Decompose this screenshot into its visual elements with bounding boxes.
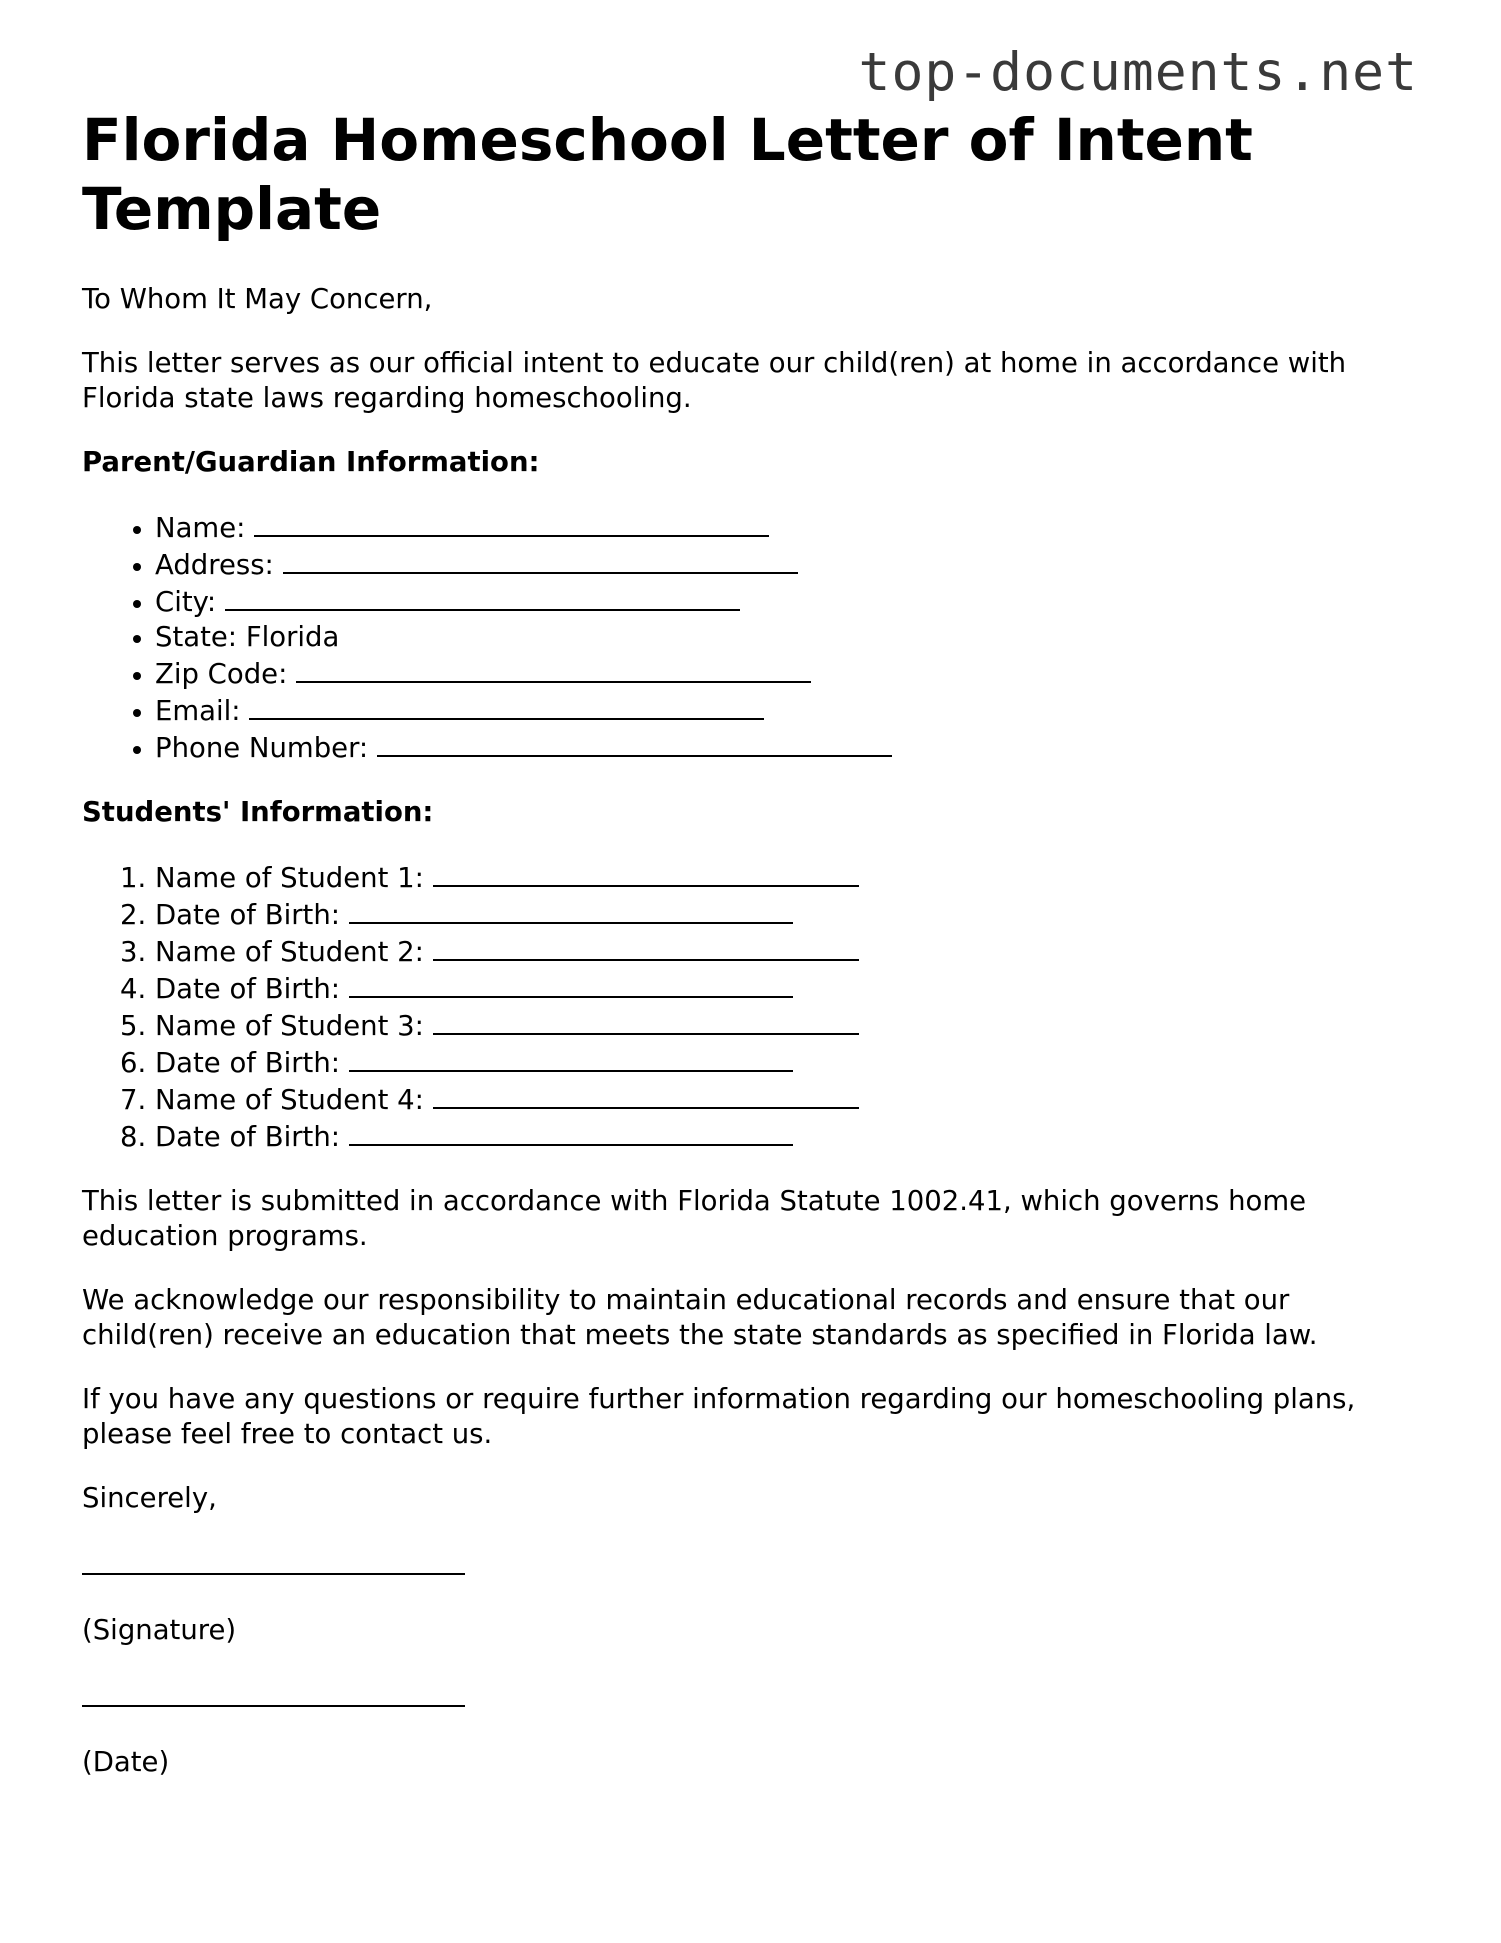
field-label: Phone Number: xyxy=(155,732,369,764)
watermark: top-documents.net xyxy=(858,42,1418,103)
parent-field-state xyxy=(155,620,1422,655)
field-label: Address: xyxy=(155,549,274,581)
student-4-dob-blank[interactable] xyxy=(349,1118,793,1146)
field-label: Zip Code: xyxy=(155,658,288,690)
date-label: (Date) xyxy=(82,1746,170,1778)
address-blank[interactable] xyxy=(283,546,798,574)
parent-field-email xyxy=(155,692,1422,729)
student-2-name-blank[interactable] xyxy=(433,933,859,961)
student-2-dob xyxy=(155,970,1422,1007)
parent-field-city xyxy=(155,583,1422,620)
student-1-dob xyxy=(155,896,1422,933)
student-2-name xyxy=(155,933,1422,970)
field-label: Name of Student 3: xyxy=(155,1010,424,1042)
student-fields-list xyxy=(82,859,1422,1155)
date-line[interactable] xyxy=(82,1677,465,1707)
student-1-name xyxy=(155,859,1422,896)
intro-paragraph: This letter serves as our official intent to educate our child(ren) at home in accordance with Florida state laws regarding homeschooling. xyxy=(82,347,1347,414)
responsibility-paragraph: We acknowledge our responsibility to maintain educational records and ensure that our child(ren) receive an education that meets the state standards as specified in Florida law. xyxy=(82,1284,1318,1351)
name-blank[interactable] xyxy=(254,509,769,537)
student-1-dob-blank[interactable] xyxy=(349,896,793,924)
closing: Sincerely, xyxy=(82,1482,217,1514)
parent-field-phone xyxy=(155,729,1422,766)
date-line-block xyxy=(82,1677,1422,1716)
parent-fields-list xyxy=(82,509,1422,766)
state-value: Florida xyxy=(245,621,340,653)
student-4-name-blank[interactable] xyxy=(433,1081,859,1109)
field-label: Name: xyxy=(155,512,246,544)
parent-field-zip xyxy=(155,655,1422,692)
signature-line-block xyxy=(82,1545,1422,1584)
signature-line[interactable] xyxy=(82,1545,465,1575)
document-title: Florida Homeschool Letter of Intent Template xyxy=(82,106,1253,243)
field-label: City: xyxy=(155,586,217,618)
student-3-name xyxy=(155,1007,1422,1044)
student-4-name xyxy=(155,1081,1422,1118)
student-3-dob-blank[interactable] xyxy=(349,1044,793,1072)
signature-label: (Signature) xyxy=(82,1614,237,1646)
students-section-heading: Students' Information: xyxy=(82,796,434,828)
field-label: Name of Student 4: xyxy=(155,1084,424,1116)
student-3-dob xyxy=(155,1044,1422,1081)
email-blank[interactable] xyxy=(249,692,764,720)
field-label: Email: xyxy=(155,695,241,727)
parent-section-heading: Parent/Guardian Information: xyxy=(82,446,540,478)
field-label: Name of Student 2: xyxy=(155,936,424,968)
student-4-dob xyxy=(155,1118,1422,1155)
parent-field-name xyxy=(155,509,1422,546)
contact-paragraph: If you have any questions or require further information regarding our homeschooling plans, please feel free to contact us. xyxy=(82,1383,1356,1450)
field-label: Date of Birth: xyxy=(155,1121,341,1153)
zip-blank[interactable] xyxy=(296,655,811,683)
letter-body xyxy=(82,282,1422,1809)
greeting: To Whom It May Concern, xyxy=(82,283,433,315)
statute-paragraph: This letter is submitted in accordance with Florida Statute 1002.41, which governs home education programs. xyxy=(82,1185,1307,1252)
field-label: Date of Birth: xyxy=(155,973,341,1005)
student-2-dob-blank[interactable] xyxy=(349,970,793,998)
city-blank[interactable] xyxy=(225,583,740,611)
field-label: State: xyxy=(155,621,238,653)
field-label: Date of Birth: xyxy=(155,899,341,931)
phone-blank[interactable] xyxy=(377,729,892,757)
parent-field-address xyxy=(155,546,1422,583)
student-1-name-blank[interactable] xyxy=(433,859,859,887)
student-3-name-blank[interactable] xyxy=(433,1007,859,1035)
field-label: Date of Birth: xyxy=(155,1047,341,1079)
field-label: Name of Student 1: xyxy=(155,862,424,894)
